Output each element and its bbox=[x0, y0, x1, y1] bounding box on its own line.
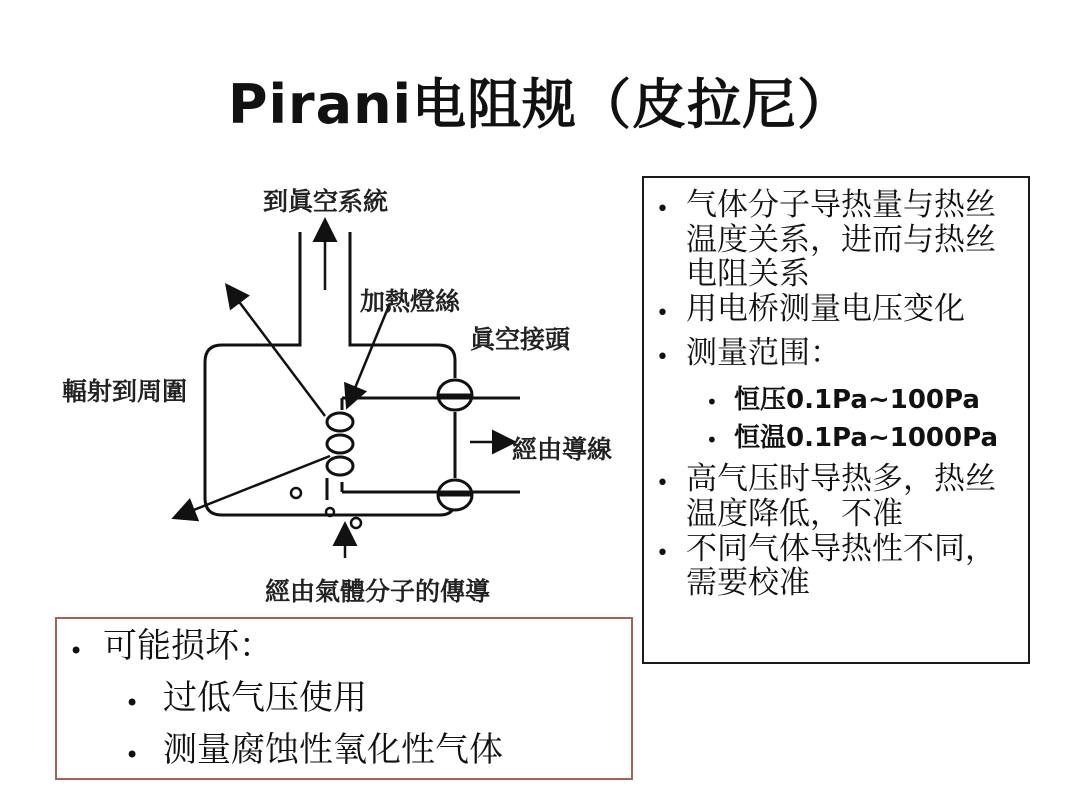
bullet-icon: • bbox=[125, 689, 140, 717]
page-title: Pirani电阻规（皮拉尼） bbox=[227, 73, 853, 136]
bullet-icon: • bbox=[656, 301, 669, 327]
pirani-diagram bbox=[0, 160, 640, 620]
bullet-icon: • bbox=[656, 540, 669, 566]
heater-coil bbox=[327, 413, 353, 500]
sub-list-item: • 恒温0.1Pa~1000Pa bbox=[706, 424, 1018, 456]
damage-panel bbox=[55, 617, 633, 780]
sub-list-item: • 过低气压使用 bbox=[125, 679, 619, 727]
list-item: • 气体分子导热量与热丝温度关系，进而与热丝电阻关系 bbox=[656, 187, 996, 293]
bullet-icon: • bbox=[656, 345, 669, 371]
label-via-gas: 經由氣體分子的傳導 bbox=[265, 577, 491, 606]
principle-panel bbox=[642, 176, 1030, 664]
label-to-vacuum: 到眞空系統 bbox=[263, 187, 389, 216]
lead-wires bbox=[342, 398, 520, 492]
list-item: • 用电桥测量电压变化 bbox=[656, 292, 1018, 336]
bullet-icon: • bbox=[125, 741, 140, 769]
list-item: • 测量范围： bbox=[656, 336, 1018, 380]
label-vacuum-joint: 眞空接頭 bbox=[470, 325, 571, 354]
list-item: • 不同气体导热性不同，需要校准 bbox=[656, 530, 996, 602]
bullet-icon: • bbox=[69, 637, 84, 665]
label-heater-wire: 加熱燈絲 bbox=[360, 287, 461, 316]
sub-list-item: • 测量腐蚀性氧化性气体 bbox=[125, 731, 619, 779]
list-item: • 可能损坏： bbox=[69, 627, 619, 675]
bullet-icon: • bbox=[656, 197, 669, 222]
label-radiation: 輻射到周圍 bbox=[62, 377, 188, 406]
bullet-icon: • bbox=[706, 390, 718, 415]
list-item: • 高气压时导热多，热丝温度降低，不准 bbox=[656, 461, 996, 532]
bullet-icon: • bbox=[656, 471, 669, 497]
label-via-leads: 經由導線 bbox=[512, 435, 613, 464]
bullet-icon: • bbox=[706, 428, 718, 453]
sub-list-item: • 恒压0.1Pa~100Pa bbox=[706, 386, 1018, 418]
